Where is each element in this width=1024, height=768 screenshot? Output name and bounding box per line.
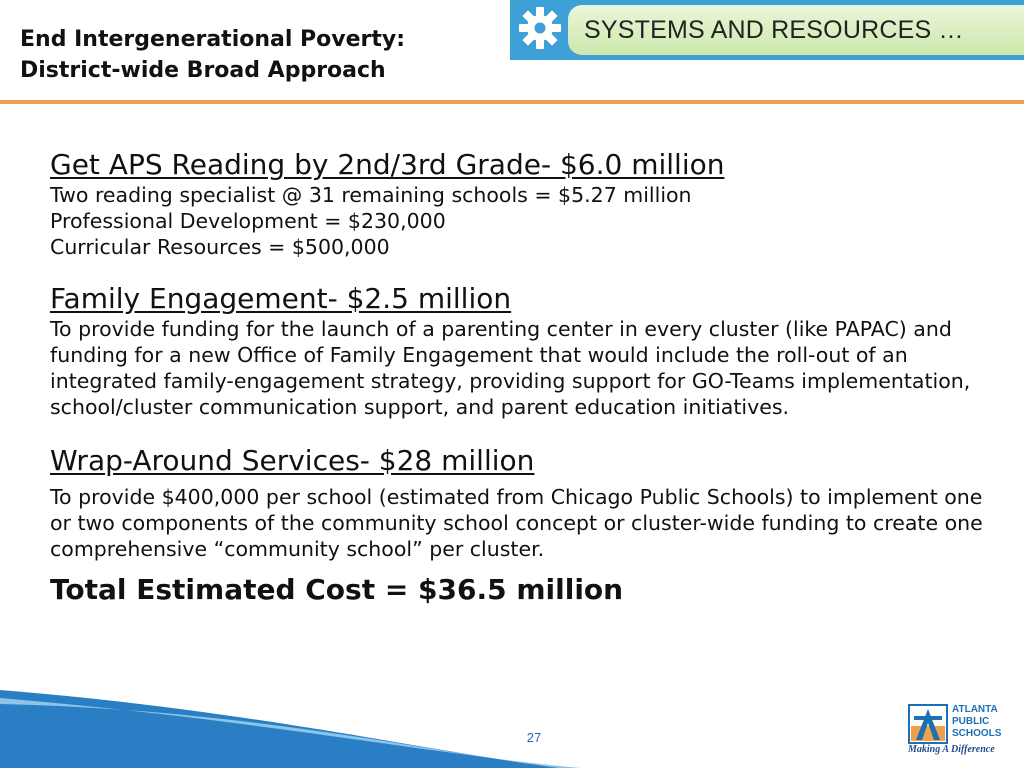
section-family-engagement	[50, 282, 990, 420]
logo-line: ATLANTA	[952, 704, 998, 715]
logo-line: SCHOOLS	[952, 728, 1002, 739]
slide-title	[20, 24, 500, 86]
section-wrap-around	[50, 444, 990, 562]
section-heading: Wrap-Around Services- $28 million	[50, 444, 535, 477]
section-body: To provide funding for the launch of a parenting center in every cluster (like PAPAC) and funding for a new Office of Family Engagement that would include the roll-out of an integrated family-engagement strategy, providing support for GO-Teams implementation, school/cluster communication support, and parent education initiatives.	[50, 317, 971, 419]
total-cost: Total Estimated Cost = $36.5 million	[50, 573, 624, 606]
aps-logo-tagline: Making A Difference	[908, 744, 995, 755]
section-heading: Get APS Reading by 2nd/3rd Grade- $6.0 million	[50, 148, 725, 181]
gear-icon	[514, 2, 566, 54]
section-line: Two reading specialist @ 31 remaining schools = $5.27 million	[50, 183, 692, 207]
aps-logo	[906, 704, 1018, 760]
section-heading: Family Engagement- $2.5 million	[50, 282, 512, 315]
aps-logo-text	[952, 704, 1018, 740]
section-reading	[50, 148, 990, 260]
logo-line: PUBLIC	[952, 716, 990, 727]
slide-title-line-2: District-wide Broad Approach	[20, 58, 386, 83]
banner-label: SYSTEMS AND RESOURCES …	[568, 5, 1024, 55]
section-banner	[510, 0, 1024, 60]
page-number: 27	[526, 730, 542, 745]
section-body: To provide $400,000 per school (estimated from Chicago Public Schools) to implement one or two components of the community school concept or cluster-wide funding to create one comprehensive “community school” per cluster.	[50, 485, 983, 561]
footer-wave	[0, 690, 1024, 768]
aps-logo-mark-icon	[908, 704, 948, 744]
section-line: Curricular Resources = $500,000	[50, 235, 390, 259]
slide-content	[50, 148, 990, 610]
header-divider	[0, 100, 1024, 104]
section-line: Professional Development = $230,000	[50, 209, 446, 233]
slide-title-line-1: End Intergenerational Poverty:	[20, 27, 406, 52]
